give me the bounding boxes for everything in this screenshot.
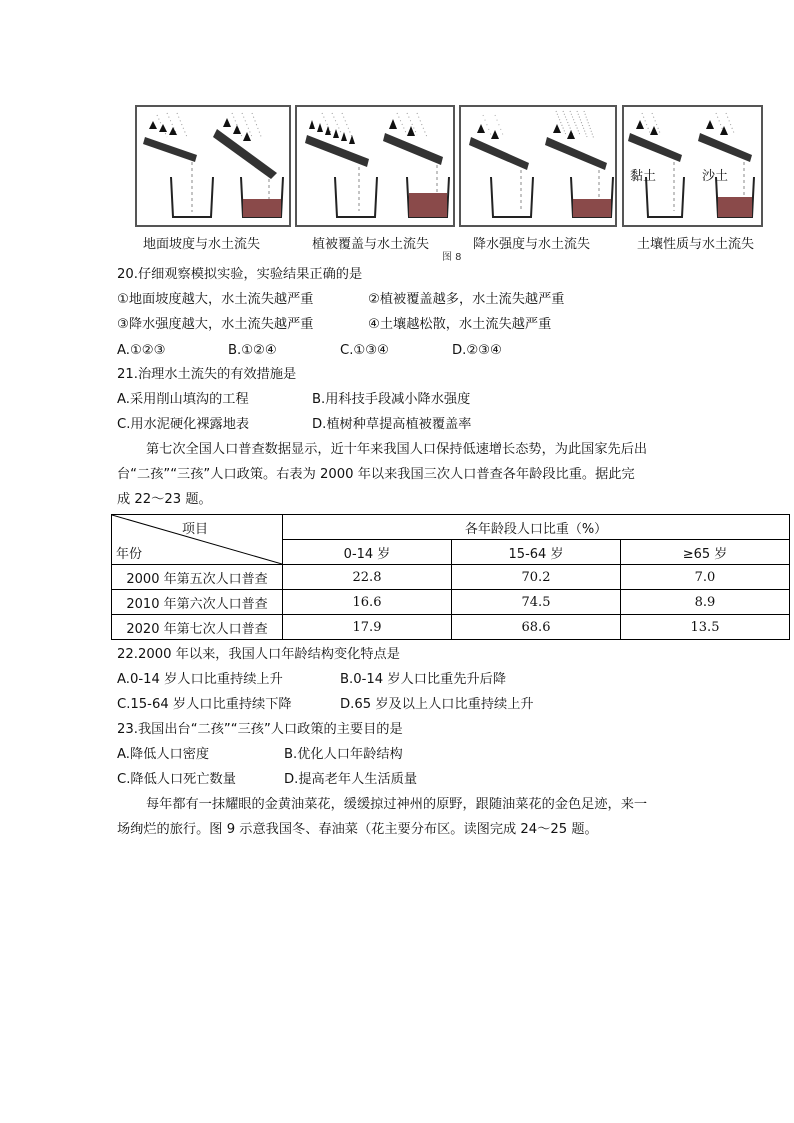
q20-statement-4: ④土壤越松散，水土流失越严重 — [368, 317, 552, 332]
passage2-line-2: 场绚烂的旅行。图 9 示意我国冬、春油菜（花主要分布区。读图完成 24～25 题。 — [117, 822, 598, 837]
q20-option-c: C.①③④ — [340, 343, 389, 358]
table-row — [112, 565, 790, 590]
q20-option-b: B.①②④ — [228, 343, 277, 358]
row-label: 2010 年第六次人口普查 — [112, 590, 283, 615]
q21-option-b: B.用科技手段减小降水强度 — [312, 392, 471, 407]
table-cell: 70.2 — [452, 565, 621, 590]
vegetation-experiment-illustration — [297, 107, 457, 229]
passage1-line-3: 成 22～23 题。 — [117, 492, 212, 507]
table-cell: 16.6 — [283, 590, 452, 615]
panel-vegetation — [295, 105, 455, 227]
q20-option-a: A.①②③ — [117, 343, 166, 358]
group-header: 各年龄段人口比重（%） — [283, 515, 790, 540]
q20-statement-3: ③降水强度越大，水土流失越严重 — [117, 317, 314, 332]
table-header-row — [112, 515, 790, 540]
table-cell: 8.9 — [621, 590, 790, 615]
table-row — [112, 615, 790, 640]
row-label: 2020 年第七次人口普查 — [112, 615, 283, 640]
q22-option-c: C.15-64 岁人口比重持续下降 — [117, 697, 292, 712]
table-cell: 17.9 — [283, 615, 452, 640]
panel-precipitation — [459, 105, 617, 227]
figure-8 — [135, 105, 763, 263]
q22-stem: 22.2000 年以来，我国人口年龄结构变化特点是 — [117, 647, 400, 662]
table-row — [112, 590, 790, 615]
precipitation-experiment-illustration — [461, 107, 619, 229]
table-cell: 68.6 — [452, 615, 621, 640]
q23-option-b: B.优化人口年龄结构 — [284, 747, 403, 762]
column-header: ≥65 岁 — [621, 540, 790, 565]
table-corner-cell — [112, 515, 283, 565]
q21-stem: 21.治理水土流失的有效措施是 — [117, 367, 297, 382]
soil-label-sand: 沙土 — [702, 169, 729, 184]
caption-soil: 土壤性质与水土流失 — [637, 237, 755, 252]
q21-option-c: C.用水泥硬化裸露地表 — [117, 417, 250, 432]
q21-option-a: A.采用削山填沟的工程 — [117, 392, 249, 407]
caption-slope: 地面坡度与水土流失 — [143, 237, 261, 252]
column-header: 0-14 岁 — [283, 540, 452, 565]
table-cell: 13.5 — [621, 615, 790, 640]
q22-option-a: A.0-14 岁人口比重持续上升 — [117, 672, 283, 687]
column-header: 15-64 岁 — [452, 540, 621, 565]
q22-option-d: D.65 岁及以上人口比重持续上升 — [340, 697, 534, 712]
q23-option-d: D.提高老年人生活质量 — [284, 772, 418, 787]
q23-option-c: C.降低人口死亡数量 — [117, 772, 236, 787]
q20-option-d: D.②③④ — [452, 343, 502, 358]
corner-top-label: 项目 — [182, 522, 209, 537]
q21-option-d: D.植树种草提高植被覆盖率 — [312, 417, 472, 432]
caption-vegetation: 植被覆盖与水土流失 — [312, 237, 430, 252]
caption-precipitation: 降水强度与水土流失 — [473, 237, 591, 252]
q22-option-b: B.0-14 岁人口比重先升后降 — [340, 672, 507, 687]
soil-label-clay: 黏土 — [630, 169, 657, 184]
passage1-line-2: 台“二孩”“三孩”人口政策。右表为 2000 年以来我国三次人口普查各年龄段比重。据此完 — [117, 467, 635, 482]
q23-stem: 23.我国出台“二孩”“三孩”人口政策的主要目的是 — [117, 722, 403, 737]
figure-label: 图 8 — [442, 252, 462, 263]
table-cell: 7.0 — [621, 565, 790, 590]
population-table — [111, 514, 790, 640]
table-cell: 74.5 — [452, 590, 621, 615]
table-cell: 22.8 — [283, 565, 452, 590]
passage1-line-1: 第七次全国人口普查数据显示，近十年来我国人口保持低速增长态势，为此国家先后出 — [146, 442, 648, 457]
q20-stem: 20.仔细观察模拟实验，实验结果正确的是 — [117, 267, 363, 282]
q20-statement-1: ①地面坡度越大，水土流失越严重 — [117, 292, 314, 307]
q20-statement-2: ②植被覆盖越多，水土流失越严重 — [368, 292, 565, 307]
slope-experiment-illustration — [137, 107, 293, 229]
q23-option-a: A.降低人口密度 — [117, 747, 210, 762]
corner-bottom-label: 年份 — [116, 547, 143, 562]
panel-soil — [622, 105, 763, 227]
panel-slope — [135, 105, 291, 227]
row-label: 2000 年第五次人口普查 — [112, 565, 283, 590]
passage2-line-1: 每年都有一抹耀眼的金黄油菜花，缓缓掠过神州的原野，跟随油菜花的金色足迹，来一 — [146, 797, 648, 812]
